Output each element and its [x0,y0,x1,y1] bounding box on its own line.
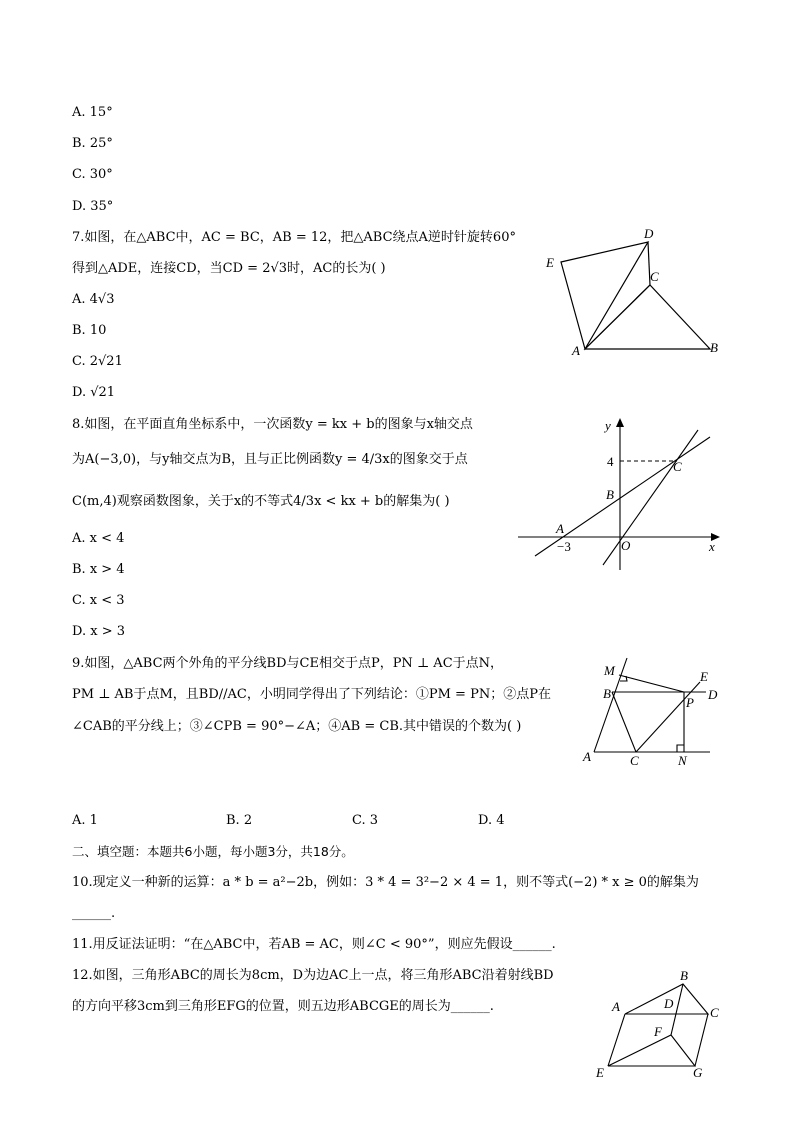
q8-label-a: A [556,521,564,536]
q9-label-b: B [603,686,611,701]
q9-label-e: E [700,669,708,684]
q7-stem-line2: 得到△ADE，连接CD，当CD = 2√3时，AC的长为( ) [72,261,386,276]
q9-stem-line1: 9.如图，△ABC两个外角的平分线BD与CE相交于点P，PN ⊥ AC于点N， [72,656,504,671]
q8-label-o: O [621,538,631,553]
q9-label-m: M [604,663,615,678]
q10-answer-blank: ______. [72,906,116,921]
q6-option-c: C. 30° [72,167,113,182]
q7-stem-line1: 7.如图，在△ABC中，AC = BC，AB = 12，把△ABC绕点A逆时针旋转60° [72,230,516,245]
q6-option-d: D. 35° [72,199,114,214]
q9-option-d: D. 4 [478,813,505,828]
q7-option-d: D. √21 [72,385,116,400]
q7-label-a: A [572,343,580,358]
q8-label-4: 4 [607,454,614,469]
q8-option-c: C. x < 3 [72,593,125,608]
q9-label-d: D [708,687,718,702]
q7-option-a: A. 4√3 [72,292,115,307]
q9-stem-line3: ∠CAB的平分线上；③∠CPB = 90°−∠A；④AB = CB.其中错误的个数为( ) [72,719,522,734]
q8-label-y: y [605,418,611,433]
q9-option-b: B. 2 [226,813,253,828]
q7-option-c: C. 2√21 [72,354,123,369]
q9-figure [578,655,728,770]
q12-label-e: E [596,1065,604,1080]
q7-option-b: B. 10 [72,323,107,338]
q8-label-neg3: −3 [557,539,571,554]
q12-label-g: G [693,1065,703,1080]
q12-stem-line1: 12.如图，三角形ABC的周长为8cm，D为边AC上一点，将三角形ABC沿着射线BD [72,968,554,983]
q12-figure [590,965,730,1080]
q7-label-b: B [710,340,718,355]
q8-stem-line2: 为A(−3,0)，与y轴交点为B，且与正比例函数y = 4/3x的图象交于点 [72,452,468,467]
q6-option-b: B. 25° [72,136,113,151]
q11-stem: 11.用反证法证明：“在△ABC中，若AB = AC，则∠C < 90°”，则应先假设______. [72,937,556,952]
q9-label-c: C [630,753,639,768]
q8-option-b: B. x > 4 [72,562,125,577]
q9-label-a: A [583,749,591,764]
q8-stem-line3: C(m,4)观察函数图象，关于x的不等式4/3x < kx + b的解集为( ) [72,494,450,509]
q12-label-f: F [654,1024,662,1039]
q8-option-a: A. x < 4 [72,531,125,546]
q12-label-b: B [680,968,688,983]
q9-label-n: N [678,753,687,768]
q6-option-a: A. 15° [72,105,113,120]
q8-label-c: C [673,459,682,474]
q12-label-a: A [612,999,620,1014]
q9-option-c: C. 3 [352,813,379,828]
q12-label-d: D [664,996,674,1011]
section-2-heading: 二、填空题：本题共6小题，每小题3分，共18分。 [72,844,354,859]
q7-label-c: C [650,269,659,284]
q10-stem-line1: 10.现定义一种新的运算：a * b = a²−2b，例如：3 * 4 = 3²−2 × 4 = 1，则不等式(−2) * x ≥ 0的解集为 [72,875,699,890]
q7-figure [530,225,730,365]
q12-label-c: C [710,1005,719,1020]
q12-stem-line2: 的方向平移3cm到三角形EFG的位置，则五边形ABCGE的周长为______. [72,999,494,1014]
q8-stem-line1: 8.如图，在平面直角坐标系中，一次函数y = kx + b的图象与x轴交点 [72,417,473,432]
q8-option-d: D. x > 3 [72,624,125,639]
q9-option-a: A. 1 [72,813,98,828]
q9-label-p: P [686,695,694,710]
q9-stem-line2: PM ⊥ AB于点M，且BD//AC，小明同学得出了下列结论：①PM = PN；②点P在 [72,687,551,702]
q7-label-d: D [644,226,654,241]
q8-label-b: B [606,487,614,502]
q8-label-x: x [709,539,715,554]
q8-figure [515,412,725,572]
q7-label-e: E [546,255,554,270]
